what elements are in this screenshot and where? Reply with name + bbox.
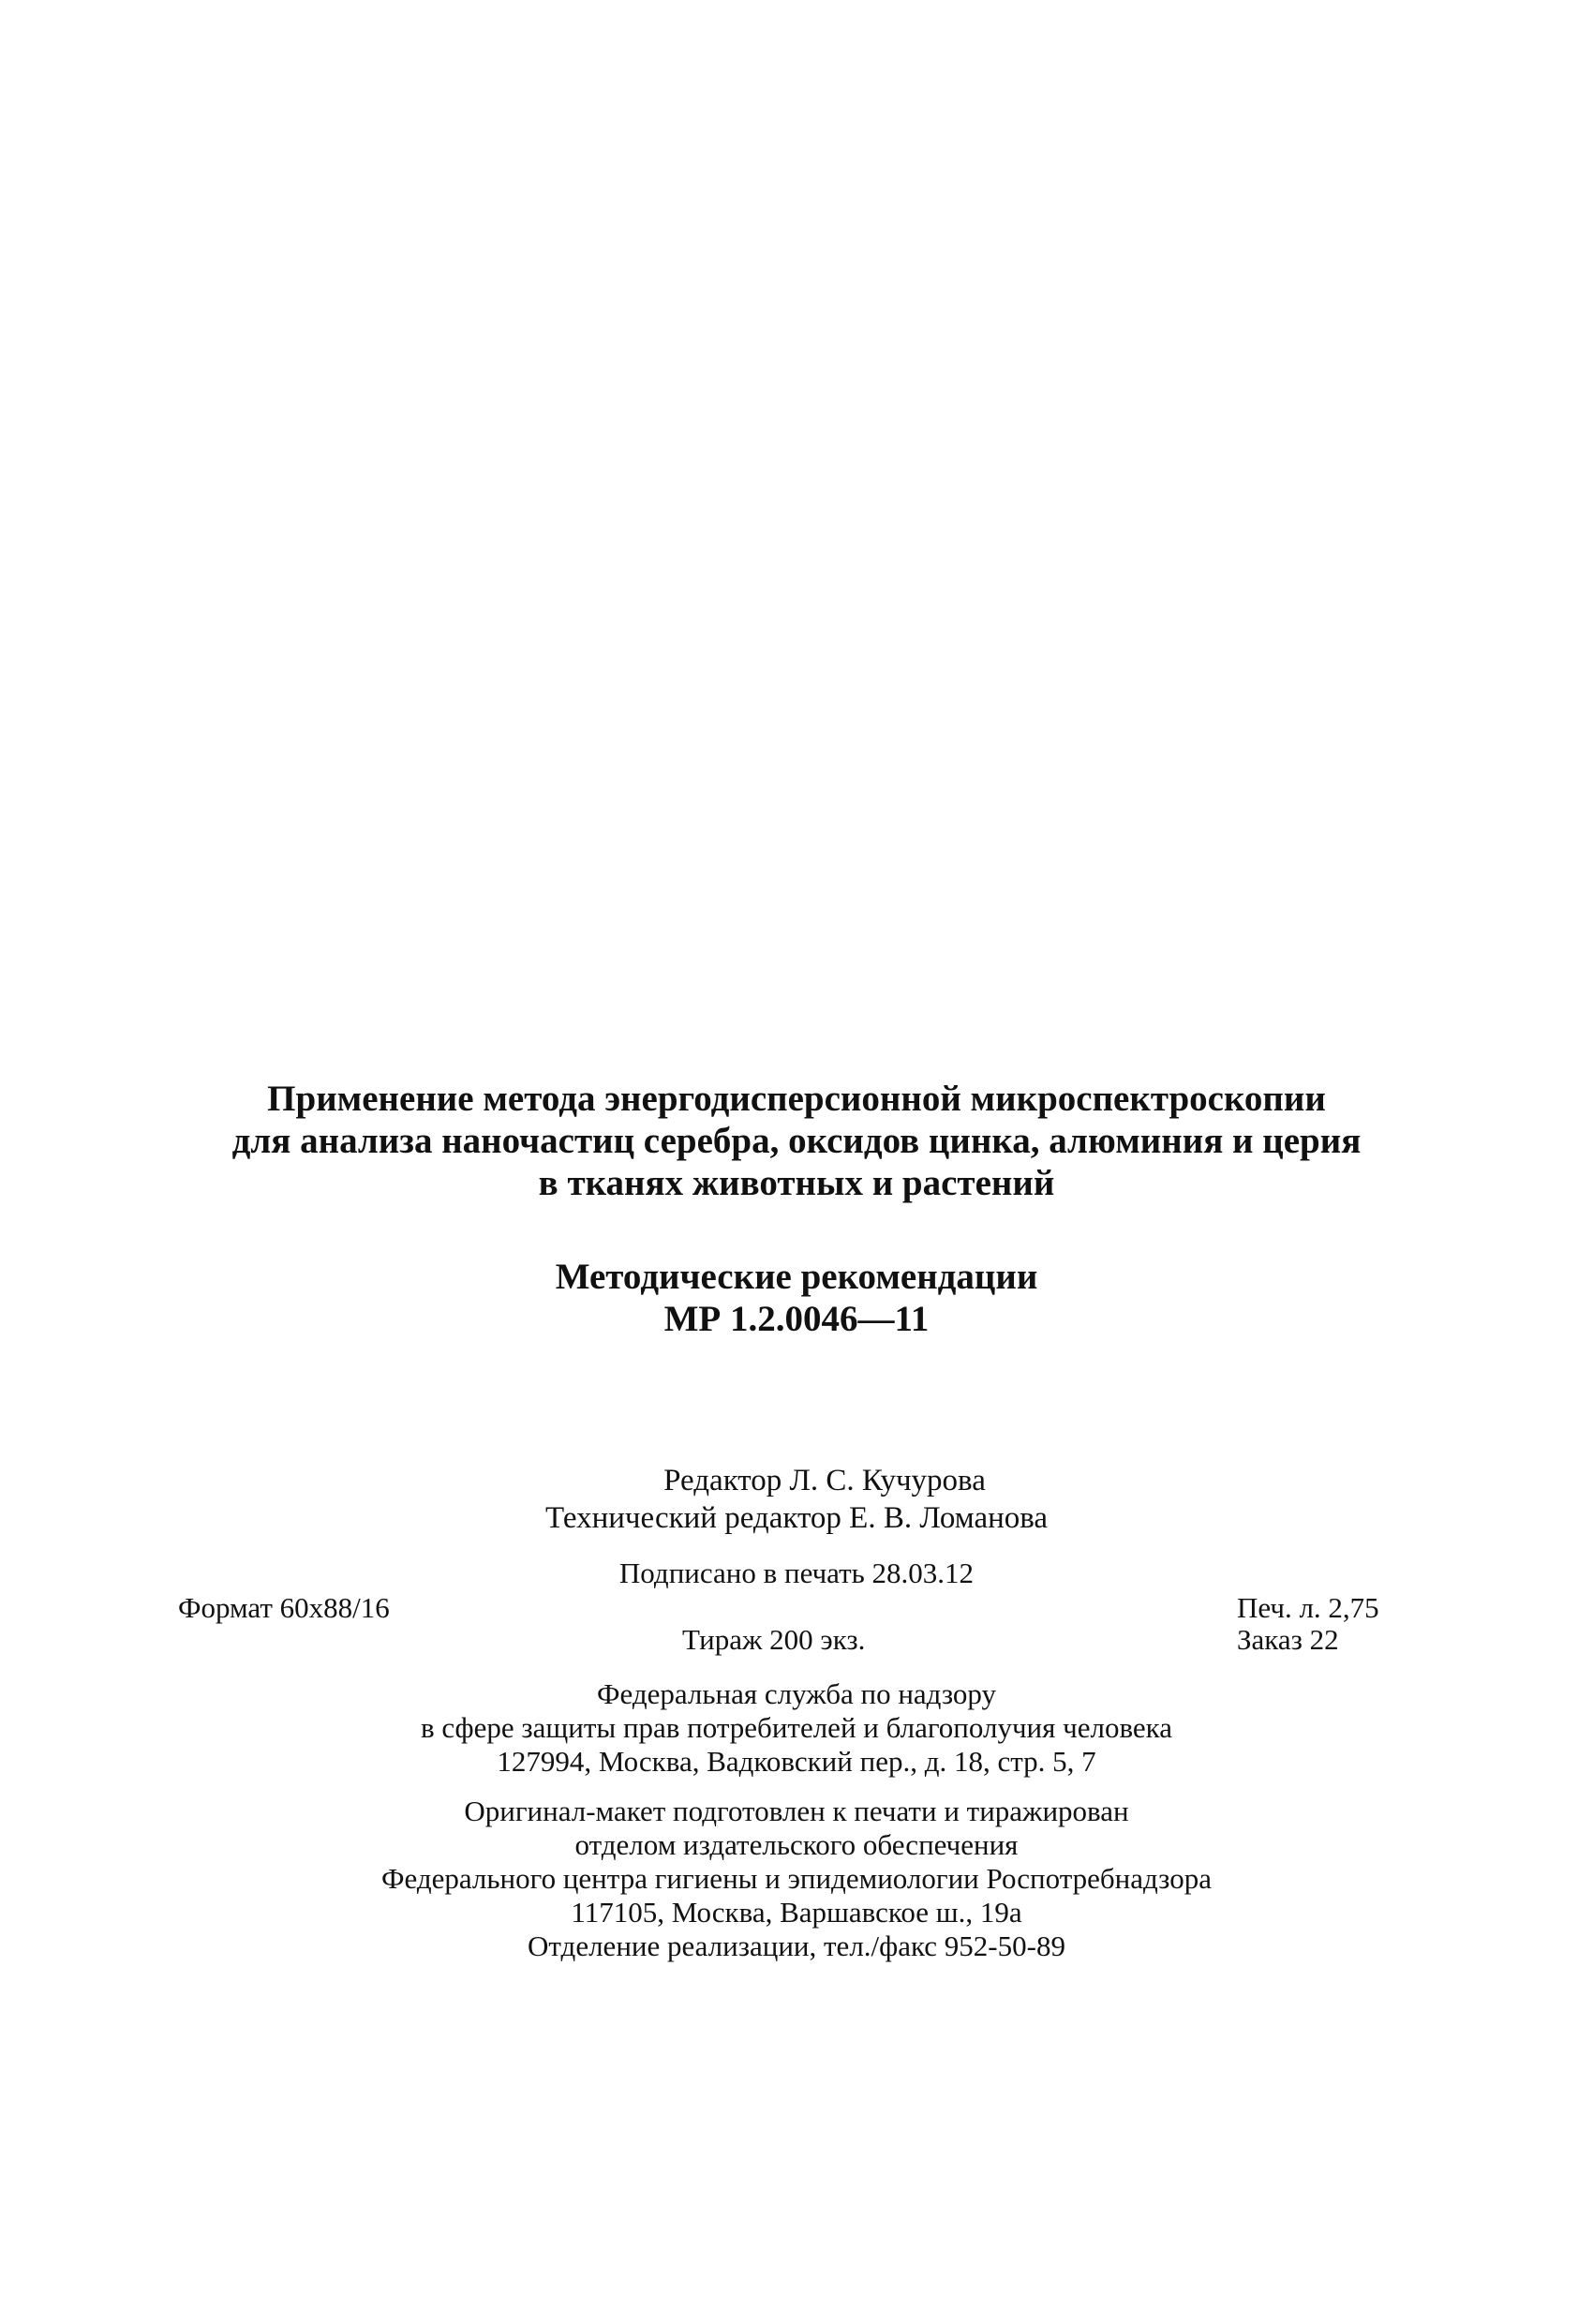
maker-line-2: отделом издательского обеспечения (574, 1828, 1019, 1861)
editors-block (0, 1462, 1593, 1537)
title-line-1: Применение метода энергодисперсионной микроспектроскопии (267, 1079, 1326, 1119)
document-subtitle (0, 1256, 1593, 1340)
layout-maker-block (0, 1795, 1593, 1963)
sales-contact: Отделение реализации, тел./факс 952-50-89 (528, 1929, 1065, 1962)
title-line-3: в тканях животных и растений (538, 1163, 1055, 1203)
maker-address: 117105, Москва, Варшавское ш., 19а (571, 1896, 1022, 1929)
document-code: МР 1.2.0046—11 (663, 1299, 930, 1339)
tech-editor-name: Технический редактор Е. В. Ломанова (544, 1501, 1049, 1535)
title-line-2: для анализа наночастиц серебра, оксидов цинка, алюминия и церия (231, 1121, 1362, 1161)
printed-sheets: Печ. л. 2,75 (1237, 1591, 1379, 1624)
publisher-block (0, 1677, 1593, 1779)
publisher-line-1: Федеральная служба по надзору (597, 1677, 996, 1710)
print-run: Тираж 200 экз. (682, 1623, 866, 1656)
signed-to-print: Подписано в печать 28.03.12 (618, 1557, 975, 1589)
maker-line-1: Оригинал-макет подготовлен к печати и тиражирован (464, 1795, 1129, 1827)
document-type: Методические рекомендации (555, 1257, 1038, 1297)
publisher-line-2: в сфере защиты прав потребителей и благополучия человека (420, 1711, 1173, 1744)
publisher-address: 127994, Москва, Вадковский пер., д. 18, стр. 5, 7 (497, 1745, 1096, 1778)
maker-line-3: Федерального центра гигиены и эпидемиологии Роспотребнадзора (381, 1862, 1212, 1895)
paper-format: Формат 60х88/16 (178, 1591, 390, 1624)
order-number: Заказ 22 (1237, 1623, 1339, 1656)
editor-name: Редактор Л. С. Кучурова (663, 1464, 986, 1497)
document-title (0, 1078, 1593, 1204)
